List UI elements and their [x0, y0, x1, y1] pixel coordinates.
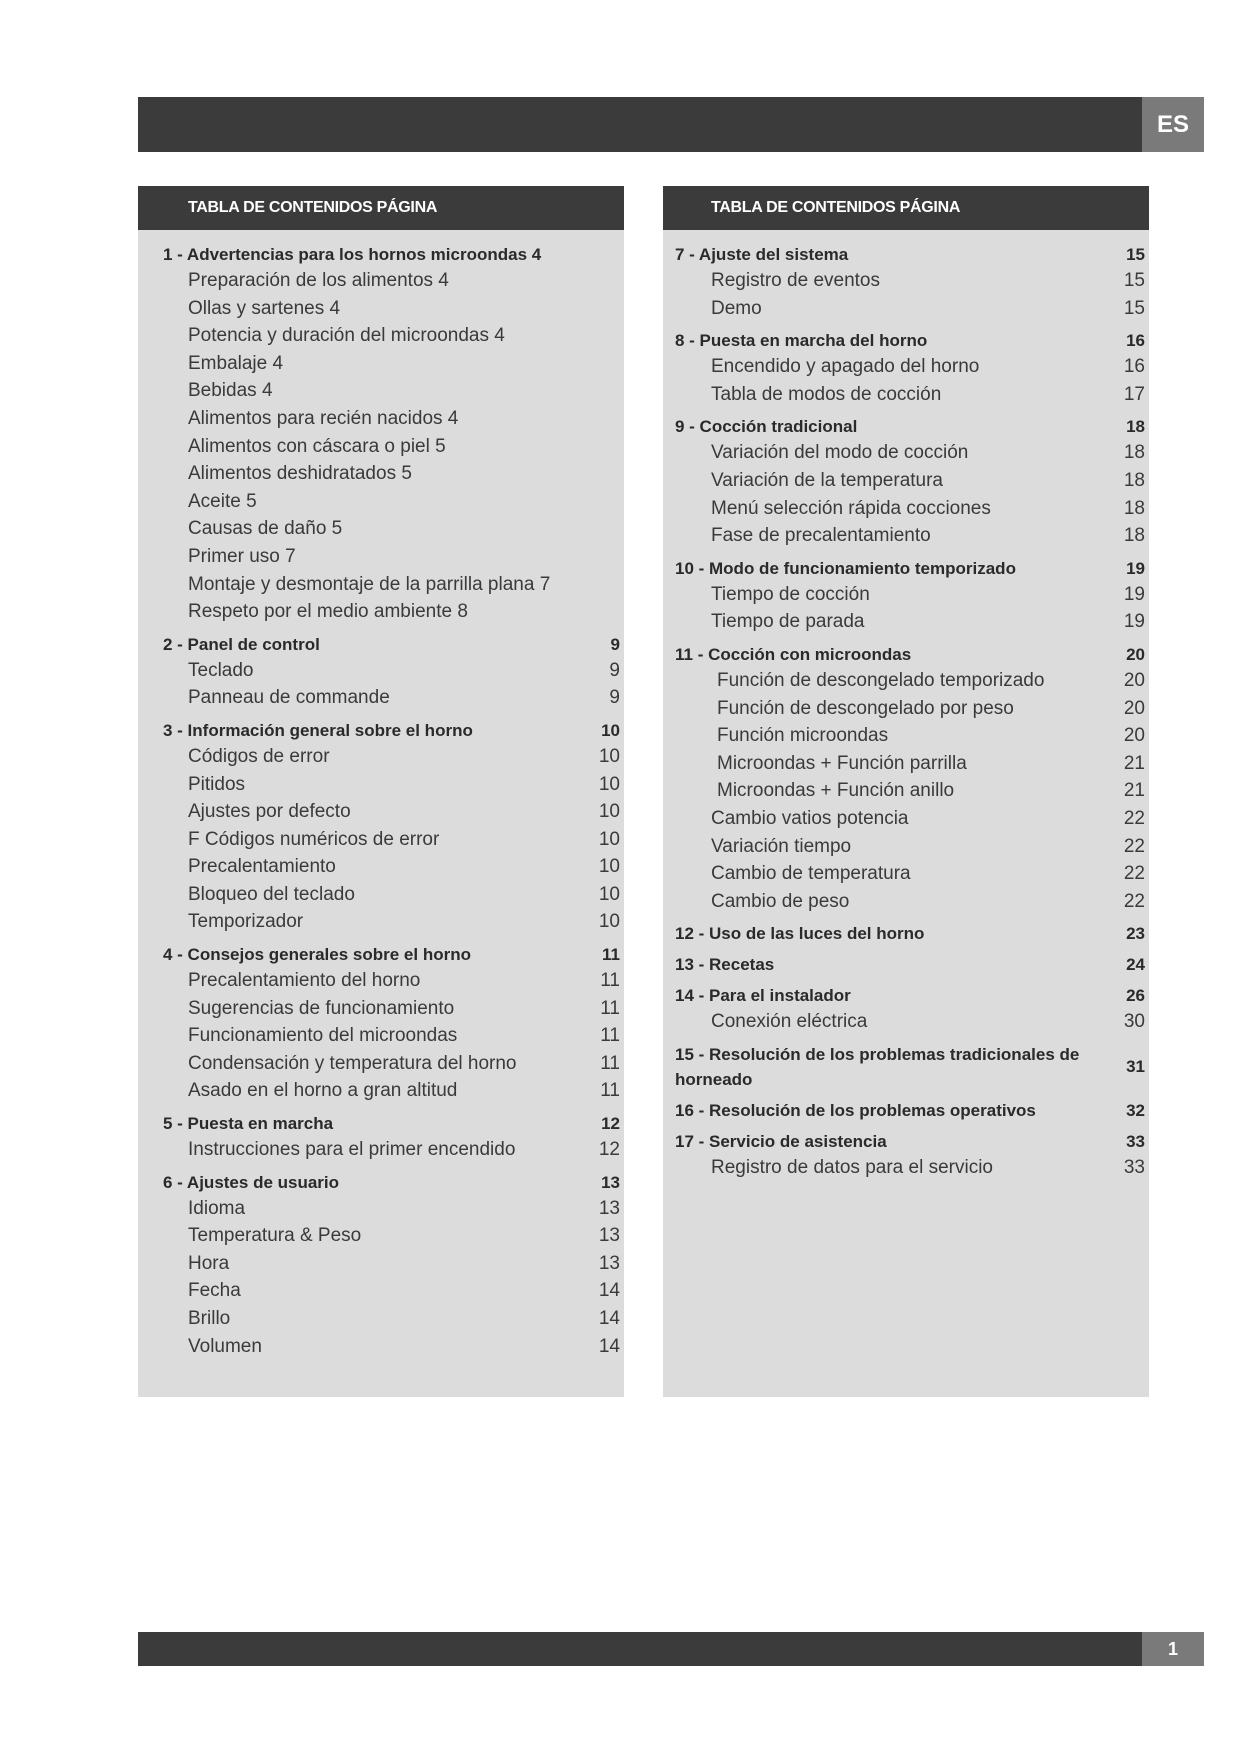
toc-entry-label: Tabla de modos de cocción	[711, 383, 942, 405]
toc-right-column	[663, 186, 1149, 1397]
toc-entry-page: 10	[598, 856, 620, 878]
toc-entry-label: Fecha	[188, 1280, 241, 1302]
toc-entry-label: Temporizador	[188, 911, 304, 933]
toc-section-title: 12 - Uso de las luces del horno	[675, 924, 925, 944]
toc-entry[interactable]	[138, 295, 624, 323]
toc-entry-page: 14	[598, 1335, 620, 1357]
toc-entry-label: Hora	[188, 1252, 230, 1274]
toc-entry[interactable]	[138, 488, 624, 516]
toc-entry[interactable]	[663, 467, 1149, 495]
toc-entry[interactable]	[663, 722, 1149, 750]
toc-entry[interactable]	[138, 433, 624, 461]
toc-section-heading[interactable]	[138, 1170, 624, 1195]
toc-entry-label: Montaje y desmontaje de la parrilla plana 7	[188, 573, 551, 595]
toc-entry-label: Fase de precalentamiento	[711, 525, 931, 547]
toc-entry-page: 11	[600, 970, 620, 992]
toc-entry-page: 21	[1123, 752, 1145, 774]
toc-entry-page: 18	[1123, 469, 1145, 491]
toc-entry-label: Causas de daño 5	[188, 518, 343, 540]
toc-section-heading[interactable]	[663, 921, 1149, 946]
toc-entry[interactable]	[138, 267, 624, 295]
toc-entry-label: Embalaje 4	[188, 352, 284, 374]
toc-section	[663, 556, 1149, 636]
toc-entry-page: 20	[1123, 697, 1145, 719]
toc-entry[interactable]	[138, 322, 624, 350]
toc-entry-page: 10	[598, 745, 620, 767]
toc-entry[interactable]	[138, 377, 624, 405]
toc-section-heading[interactable]	[663, 1042, 1149, 1092]
toc-entry-label: Función de descongelado por peso	[717, 697, 1014, 719]
toc-entry-page: 13	[598, 1252, 620, 1274]
toc-section-heading[interactable]	[138, 242, 624, 267]
toc-section	[663, 1129, 1149, 1182]
language-tab: ES	[1142, 97, 1204, 152]
toc-entry[interactable]	[138, 460, 624, 488]
toc-entry-label: Alimentos con cáscara o piel 5	[188, 435, 446, 457]
toc-section	[663, 983, 1149, 1036]
toc-entry-label: Alimentos deshidratados 5	[188, 463, 412, 485]
toc-section	[663, 414, 1149, 549]
toc-entry-label: Tiempo de cocción	[711, 583, 870, 605]
toc-entry-page: 9	[609, 687, 620, 709]
toc-entry[interactable]	[663, 267, 1149, 295]
toc-section	[138, 242, 624, 626]
toc-entry-label: Cambio vatios potencia	[711, 807, 909, 829]
toc-entry-label: Variación tiempo	[711, 835, 852, 857]
toc-entry-label: Tiempo de parada	[711, 611, 865, 633]
toc-entry[interactable]	[138, 515, 624, 543]
toc-entry-label: Teclado	[188, 659, 254, 681]
toc-entry-page: 10	[598, 828, 620, 850]
toc-entry-label: Cambio de peso	[711, 890, 850, 912]
toc-entry[interactable]	[138, 1136, 624, 1164]
toc-entry-label: Respeto por el medio ambiente 8	[188, 601, 468, 623]
toc-entry-page: 19	[1123, 611, 1145, 633]
toc-entry[interactable]	[138, 967, 624, 995]
toc-entry-label: Variación de la temperatura	[711, 469, 943, 491]
toc-section	[663, 952, 1149, 977]
toc-entry-page: 22	[1123, 807, 1145, 829]
toc-section-title: 2 - Panel de control	[163, 634, 320, 654]
toc-left-header: TABLA DE CONTENIDOS PÁGINA	[138, 186, 624, 230]
toc-section-title: 10 - Modo de funcionamiento temporizado	[675, 558, 1016, 578]
toc-entry[interactable]	[138, 826, 624, 854]
toc-entry-label: Condensación y temperatura del horno	[188, 1052, 517, 1074]
toc-entry-label: Encendido y apagado del horno	[711, 356, 980, 378]
toc-entry-page: 33	[1123, 1156, 1145, 1178]
toc-section-heading[interactable]	[663, 1129, 1149, 1154]
toc-entry-label: Funcionamiento del microondas	[188, 1025, 458, 1047]
toc-section-heading[interactable]	[663, 414, 1149, 439]
toc-section-title: 7 - Ajuste del sistema	[675, 245, 849, 264]
toc-entry-page: 22	[1123, 890, 1145, 912]
toc-section-title: 16 - Resolución de los problemas operativos	[675, 1100, 1036, 1120]
toc-section-title: 11 - Cocción con microondas	[675, 644, 912, 664]
toc-entry-label: Variación del modo de cocción	[711, 442, 969, 464]
toc-entry-label: Alimentos para recién nacidos 4	[188, 407, 459, 429]
toc-entry-label: Asado en el horno a gran altitud	[188, 1080, 458, 1102]
toc-entry[interactable]	[138, 571, 624, 599]
toc-entry-label: F Códigos numéricos de error	[188, 828, 440, 850]
toc-entry-page: 15	[1123, 297, 1145, 319]
toc-entry[interactable]	[663, 353, 1149, 381]
toc-entry[interactable]	[663, 581, 1149, 609]
toc-section-heading[interactable]	[663, 242, 1149, 267]
toc-section-heading[interactable]	[663, 556, 1149, 581]
toc-section-page: 32	[1126, 1100, 1145, 1120]
toc-entry-label: Menú selección rápida cocciones	[711, 497, 991, 519]
toc-entry-page: 20	[1123, 669, 1145, 691]
toc-section	[663, 642, 1149, 915]
toc-entry[interactable]	[663, 695, 1149, 723]
toc-section	[663, 242, 1149, 322]
toc-section-page: 20	[1126, 644, 1145, 664]
toc-entry-page: 16	[1123, 356, 1145, 378]
toc-entry[interactable]	[663, 860, 1149, 888]
toc-section	[138, 1111, 624, 1164]
toc-entry[interactable]	[663, 750, 1149, 778]
toc-section-page: 12	[601, 1114, 620, 1134]
toc-entry[interactable]	[663, 495, 1149, 523]
toc-entry-label: Idioma	[188, 1197, 246, 1219]
toc-entry-page: 11	[600, 1025, 620, 1047]
toc-entry[interactable]	[138, 1222, 624, 1250]
toc-entry[interactable]	[663, 667, 1149, 695]
toc-entry[interactable]	[138, 771, 624, 799]
toc-entry-label: Preparación de los alimentos 4	[188, 270, 449, 291]
toc-entry[interactable]	[663, 522, 1149, 550]
toc-section	[663, 921, 1149, 946]
toc-section-page: 24	[1126, 955, 1145, 975]
toc-right-body	[663, 230, 1149, 1181]
toc-entry[interactable]	[663, 295, 1149, 323]
toc-entry-page: 13	[598, 1225, 620, 1247]
toc-entry[interactable]	[663, 777, 1149, 805]
toc-section-heading[interactable]	[138, 1111, 624, 1136]
toc-section	[663, 1098, 1149, 1123]
toc-entry-page: 18	[1123, 497, 1145, 519]
toc-section-page: 18	[1126, 417, 1145, 437]
toc-entry-page: 17	[1123, 383, 1145, 405]
toc-left-column	[138, 186, 624, 1397]
toc-entry-label: Microondas + Función anillo	[717, 780, 955, 802]
toc-entry[interactable]	[138, 1250, 624, 1278]
toc-section-page: 26	[1126, 986, 1145, 1006]
toc-section	[138, 632, 624, 712]
header-bar	[138, 97, 1142, 152]
toc-entry-page: 11	[600, 997, 620, 1019]
toc-section-title: 14 - Para el instalador	[675, 986, 851, 1006]
toc-entry[interactable]	[138, 684, 624, 712]
toc-section-heading[interactable]	[138, 718, 624, 743]
toc-entry[interactable]	[138, 853, 624, 881]
toc-section-title: 3 - Información general sobre el horno	[163, 720, 473, 740]
toc-entry[interactable]	[138, 908, 624, 936]
toc-section-page: 11	[602, 945, 620, 965]
toc-section	[663, 328, 1149, 408]
toc-section-heading[interactable]	[663, 328, 1149, 353]
toc-entry-page: 30	[1123, 1011, 1145, 1033]
toc-section-title: 8 - Puesta en marcha del horno	[675, 331, 928, 351]
toc-entry-page: 14	[598, 1280, 620, 1302]
toc-entry-label: Aceite 5	[188, 490, 257, 512]
toc-entry[interactable]	[138, 657, 624, 685]
toc-section-title: 6 - Ajustes de usuario	[163, 1172, 340, 1192]
toc-entry-label: Ajustes por defecto	[188, 801, 351, 823]
toc-entry[interactable]	[663, 439, 1149, 467]
toc-section-heading[interactable]	[663, 642, 1149, 667]
toc-entry-page: 11	[600, 1052, 620, 1074]
toc-entry-page: 10	[598, 773, 620, 795]
toc-section-title: 5 - Puesta en marcha	[163, 1114, 334, 1134]
toc-entry[interactable]	[663, 381, 1149, 409]
toc-entry-page: 18	[1123, 525, 1145, 547]
toc-section-heading[interactable]	[663, 1098, 1149, 1123]
toc-entry-page: 20	[1123, 725, 1145, 747]
toc-entry-label: Precalentamiento	[188, 856, 336, 878]
toc-entry-label: Panneau de commande	[188, 687, 390, 709]
toc-entry-label: Cambio de temperatura	[711, 863, 911, 885]
toc-entry-page: 13	[598, 1197, 620, 1219]
toc-section-title: 4 - Consejos generales sobre el horno	[163, 945, 471, 965]
toc-entry[interactable]	[663, 888, 1149, 916]
toc-entry[interactable]	[138, 1050, 624, 1078]
toc-left-body	[138, 230, 624, 1360]
toc-entry-label: Conexión eléctrica	[711, 1011, 868, 1033]
toc-entry[interactable]	[138, 405, 624, 433]
toc-entry[interactable]	[138, 350, 624, 378]
toc-entry-label: Microondas + Función parrilla	[717, 752, 967, 774]
toc-section-page: 15	[1126, 245, 1145, 264]
toc-entry-page: 19	[1123, 583, 1145, 605]
toc-entry-label: Volumen	[188, 1335, 262, 1357]
toc-entry-label: Temperatura & Peso	[188, 1225, 362, 1247]
toc-entry-page: 21	[1123, 780, 1145, 802]
toc-entry-label: Bloqueo del teclado	[188, 883, 355, 905]
toc-entry-page: 22	[1123, 863, 1145, 885]
toc-entry-page: 11	[600, 1080, 620, 1102]
toc-section	[138, 718, 624, 936]
toc-section-page: 9	[610, 634, 620, 654]
toc-entry[interactable]	[138, 995, 624, 1023]
toc-entry-label: Sugerencias de funcionamiento	[188, 997, 455, 1019]
toc-entry-label: Primer uso 7	[188, 545, 296, 567]
toc-right-header: TABLA DE CONTENIDOS PÁGINA	[663, 186, 1149, 230]
toc-section-title: 17 - Servicio de asistencia	[675, 1131, 887, 1151]
toc-entry[interactable]	[138, 598, 624, 626]
toc-entry[interactable]	[138, 881, 624, 909]
toc-section	[663, 1042, 1149, 1092]
toc-section	[138, 942, 624, 1105]
toc-entry[interactable]	[138, 543, 624, 571]
toc-entry[interactable]	[138, 1305, 624, 1333]
toc-entry[interactable]	[138, 1195, 624, 1223]
toc-entry-label: Registro de eventos	[711, 270, 880, 291]
toc-section-heading[interactable]	[138, 632, 624, 657]
toc-section-page: 13	[601, 1172, 620, 1192]
toc-entry-page: 10	[598, 801, 620, 823]
toc-entry[interactable]	[663, 1154, 1149, 1182]
toc-entry[interactable]	[138, 1077, 624, 1105]
toc-entry-page: 18	[1123, 442, 1145, 464]
toc-entry-page: 14	[598, 1308, 620, 1329]
toc-entry[interactable]	[663, 833, 1149, 861]
toc-entry-label: Códigos de error	[188, 745, 330, 767]
toc-entry[interactable]	[138, 1333, 624, 1361]
toc-entry-label: Brillo	[188, 1308, 231, 1329]
toc-section-page: 23	[1126, 924, 1145, 944]
toc-entry[interactable]	[138, 798, 624, 826]
toc-section-title: 15 - Resolución de los problemas tradicionales de horneado	[675, 1044, 1080, 1089]
toc-entry[interactable]	[663, 1008, 1149, 1036]
toc-entry-page: 9	[609, 659, 620, 681]
toc-entry[interactable]	[663, 805, 1149, 833]
toc-section-title: 1 - Advertencias para los hornos microondas 4	[163, 245, 542, 264]
toc-section-title: 13 - Recetas	[675, 955, 775, 975]
toc-entry[interactable]	[138, 1277, 624, 1305]
toc-section-page: 19	[1126, 558, 1145, 578]
toc-entry-label: Función microondas	[717, 725, 889, 747]
toc-section	[138, 1170, 624, 1361]
toc-entry-page: 10	[598, 883, 620, 905]
toc-section-heading[interactable]	[138, 942, 624, 967]
toc-entry-page: 12	[598, 1139, 620, 1161]
toc-entry-label: Registro de datos para el servicio	[711, 1156, 993, 1178]
toc-entry-label: Potencia y duración del microondas 4	[188, 325, 505, 347]
toc-section-page: 31	[1126, 1057, 1145, 1077]
toc-section-page: 16	[1126, 331, 1145, 351]
toc-entry-label: Precalentamiento del horno	[188, 970, 421, 992]
toc-section-page: 33	[1126, 1131, 1145, 1151]
toc-entry-page: 10	[598, 911, 620, 933]
toc-entry-label: Ollas y sartenes 4	[188, 297, 341, 319]
toc-section-page: 10	[601, 720, 620, 740]
toc-section-title: 9 - Cocción tradicional	[675, 417, 858, 437]
toc-entry-page: 22	[1123, 835, 1145, 857]
toc-section-heading[interactable]	[663, 952, 1149, 977]
toc-entry-label: Instrucciones para el primer encendido	[188, 1139, 516, 1161]
toc-entry-label: Función de descongelado temporizado	[717, 669, 1045, 691]
toc-entry[interactable]	[138, 1022, 624, 1050]
toc-entry[interactable]	[663, 608, 1149, 636]
toc-section-heading[interactable]	[663, 983, 1149, 1008]
toc-entry[interactable]	[138, 743, 624, 771]
footer-bar	[138, 1632, 1142, 1666]
toc-entry-page: 15	[1123, 270, 1145, 291]
page-number: 1	[1142, 1632, 1204, 1666]
toc-entry-label: Pitidos	[188, 773, 246, 795]
toc-entry-label: Demo	[711, 297, 762, 319]
toc-entry-label: Bebidas 4	[188, 380, 273, 402]
